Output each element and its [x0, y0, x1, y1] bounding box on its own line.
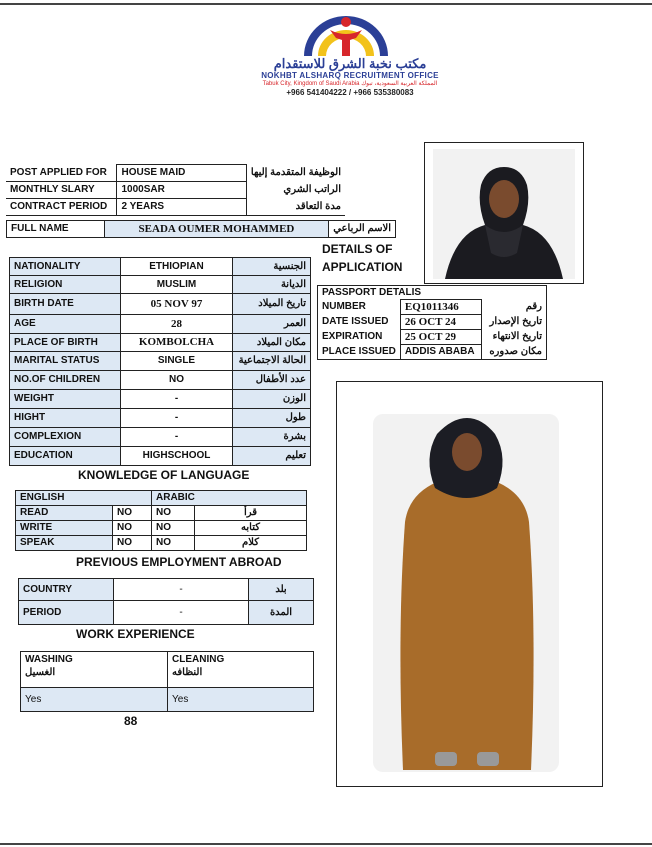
passport-label-ar: رقم [481, 300, 546, 315]
full-name-value: SEADA OUMER MOHAMMED [104, 221, 329, 238]
personal-value: - [121, 409, 233, 428]
reference-number: 88 [124, 714, 138, 728]
personal-label-ar: العمر [233, 315, 311, 334]
employment-label-ar: بلد [249, 579, 314, 601]
personal-value: - [121, 428, 233, 447]
personal-row [10, 334, 311, 352]
personal-row [10, 390, 311, 409]
passport-label: PLACE ISSUED [318, 345, 401, 360]
work-value: Yes [21, 688, 168, 712]
language-english-level: NO [113, 506, 152, 521]
personal-label-ar: الجنسية [233, 258, 311, 276]
personal-value: MUSLIM [121, 276, 233, 294]
passport-label: EXPIRATION [318, 330, 401, 345]
passport-label-ar: تاريخ الإصدار [481, 315, 546, 330]
personal-row [10, 428, 311, 447]
personal-label: HIGHT [10, 409, 121, 428]
job-value: 1000SAR [117, 182, 246, 199]
personal-row [10, 315, 311, 334]
passport-row [318, 330, 547, 345]
details-title-line1: DETAILS OF [322, 242, 393, 256]
employment-label: COUNTRY [19, 579, 114, 601]
language-skill: READ [16, 506, 113, 521]
location-arabic: المملكة العربية السعودية، تبوك [361, 81, 438, 87]
employment-title: PREVIOUS EMPLOYMENT ABROAD [76, 555, 282, 569]
employment-row [19, 579, 314, 601]
company-name-arabic: مكتب نخبة الشرق للاستقدام [273, 56, 427, 71]
employment-label-ar: المدة [249, 601, 314, 625]
personal-row [10, 258, 311, 276]
work-title: WORK EXPERIENCE [76, 627, 195, 641]
language-row [16, 536, 307, 551]
personal-label-ar: الحالة الاجتماعية [233, 352, 311, 371]
employment-value: - [114, 601, 249, 625]
employment-table [18, 578, 314, 625]
full-name-table [6, 220, 396, 238]
personal-label: RELIGION [10, 276, 121, 294]
personal-table [9, 257, 311, 466]
personal-label-ar: تعليم [233, 447, 311, 466]
passport-row [318, 300, 547, 315]
job-row [6, 199, 345, 216]
personal-label: NATIONALITY [10, 258, 121, 276]
personal-value: KOMBOLCHA [121, 334, 233, 352]
work-table [20, 651, 314, 712]
personal-label-ar: طول [233, 409, 311, 428]
personal-label: BIRTH DATE [10, 294, 121, 315]
applicant-full-body-photo [336, 381, 603, 787]
personal-value: 28 [121, 315, 233, 334]
job-label: MONTHLY SLARY [6, 182, 117, 199]
personal-value: HIGHSCHOOL [121, 447, 233, 466]
bottom-border [0, 843, 652, 845]
language-table [15, 490, 307, 551]
personal-label: AGE [10, 315, 121, 334]
language-english-level: NO [113, 521, 152, 536]
work-value-row [21, 688, 314, 712]
language-skill-ar: قرأ [195, 506, 307, 521]
work-header-row [21, 652, 314, 688]
personal-value: ETHIOPIAN [121, 258, 233, 276]
portrait-icon [425, 143, 583, 283]
passport-label-ar: مكان صدوره [481, 345, 546, 360]
job-label-ar: الراتب الشري [283, 184, 341, 195]
work-label-ar: الغسيل [25, 667, 56, 678]
company-name-english: NOKHBT ALSHARQ RECRUITMENT OFFICE [261, 71, 439, 80]
job-row [6, 182, 345, 199]
language-skill-ar: كتابه [195, 521, 307, 536]
personal-value: 05 NOV 97 [121, 294, 233, 315]
passport-label: NUMBER [318, 300, 401, 315]
personal-label: MARITAL STATUS [10, 352, 121, 371]
work-label: CLEANING [172, 654, 225, 665]
language-arabic-level: NO [152, 506, 195, 521]
passport-table [317, 285, 547, 360]
passport-value: EQ1011346 [400, 300, 481, 315]
personal-row [10, 409, 311, 428]
employment-row [19, 601, 314, 625]
personal-label: NO.OF CHILDREN [10, 371, 121, 390]
details-title-line2: APPLICATION [322, 260, 403, 274]
job-row [6, 165, 345, 182]
job-table [6, 164, 345, 216]
full-body-icon [337, 382, 602, 786]
language-col-english: ENGLISH [16, 491, 152, 506]
personal-value: SINGLE [121, 352, 233, 371]
employment-label: PERIOD [19, 601, 114, 625]
employment-value: - [114, 579, 249, 601]
language-title: KNOWLEDGE OF LANGUAGE [78, 468, 250, 482]
personal-row [10, 276, 311, 294]
language-english-level: NO [113, 536, 152, 551]
personal-label-ar: بشرة [233, 428, 311, 447]
language-row [16, 521, 307, 536]
job-value: 2 YEARS [117, 199, 246, 216]
personal-label-ar: الديانة [233, 276, 311, 294]
language-skill: WRITE [16, 521, 113, 536]
passport-row [318, 345, 547, 360]
passport-label-ar: تاريخ الانتهاء [481, 330, 546, 345]
company-logo-icon [300, 8, 392, 60]
applicant-portrait-photo [424, 142, 584, 284]
personal-value: NO [121, 371, 233, 390]
personal-label-ar: الوزن [233, 390, 311, 409]
personal-label-ar: تاريخ الميلاد [233, 294, 311, 315]
work-item-washing [21, 652, 168, 688]
job-label-ar: الوظيفة المتقدمة إليها [246, 165, 345, 182]
job-label-ar: مدة التعاقد [246, 199, 345, 216]
work-label: WASHING [25, 654, 73, 665]
location-english: Tabuk City, Kingdom of Saudi Arabia [262, 81, 360, 87]
top-border [0, 3, 652, 5]
personal-label: PLACE OF BIRTH [10, 334, 121, 352]
job-label: CONTRACT PERIOD [6, 199, 117, 216]
language-arabic-level: NO [152, 536, 195, 551]
personal-value: - [121, 390, 233, 409]
company-phones: +966 541404222 / +966 535380083 [286, 88, 414, 97]
company-location [215, 80, 485, 87]
personal-row [10, 352, 311, 371]
personal-label: WEIGHT [10, 390, 121, 409]
personal-label-ar: مكان الميلاد [233, 334, 311, 352]
passport-value: 25 OCT 29 [400, 330, 481, 345]
work-item-cleaning [168, 652, 314, 688]
language-row [16, 506, 307, 521]
language-skill-ar: كلام [195, 536, 307, 551]
passport-label: DATE ISSUED [318, 315, 401, 330]
language-col-arabic: ARABIC [152, 491, 307, 506]
job-label: POST APPLIED FOR [6, 165, 117, 182]
personal-row [10, 447, 311, 466]
passport-value: 26 OCT 24 [400, 315, 481, 330]
passport-value: ADDIS ABABA [400, 345, 481, 360]
personal-label: COMPLEXION [10, 428, 121, 447]
personal-row [10, 371, 311, 390]
full-name-label-ar: الاسم الرباعي [329, 221, 396, 238]
work-value: Yes [168, 688, 314, 712]
passport-row [318, 315, 547, 330]
language-arabic-level: NO [152, 521, 195, 536]
personal-label-ar: عدد الأطفال [233, 371, 311, 390]
job-value: HOUSE MAID [117, 165, 246, 182]
passport-title: PASSPORT DETALIS [318, 286, 547, 300]
full-name-label: FULL NAME [7, 221, 105, 238]
personal-label: EDUCATION [10, 447, 121, 466]
personal-row [10, 294, 311, 315]
work-label-ar: النظافه [172, 667, 203, 678]
language-skill: SPEAK [16, 536, 113, 551]
